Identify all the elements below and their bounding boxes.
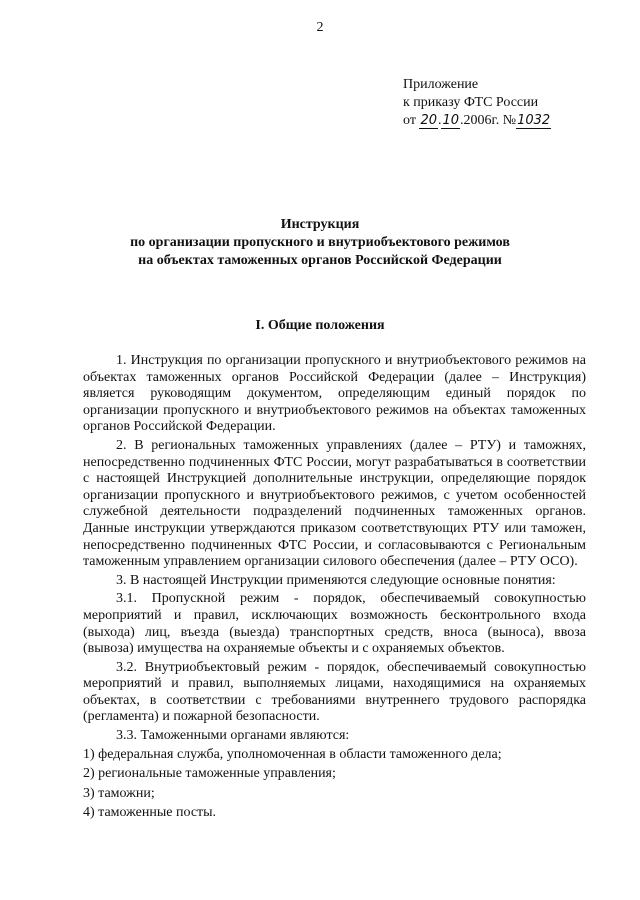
date-year: 2006 — [463, 113, 492, 128]
list-item: 4) таможенные посты. — [83, 805, 217, 821]
paragraph-3-3: 3.3. Таможенными органами являются: — [116, 728, 350, 744]
list-item: 3) таможни; — [83, 785, 155, 801]
appendix-date-line: от 20.10.2006г. №1032 — [403, 113, 551, 128]
date-day: 20 — [420, 113, 437, 128]
page-number: 2 — [316, 20, 324, 35]
document-title — [0, 216, 640, 270]
paragraph-3: 3. В настоящей Инструкции применяются следующие основные понятия: — [116, 572, 556, 588]
paragraph-2: 2. В региональных таможенных управлениях (далее – РТУ) и таможнях, непосредственно подчиненных ФТС России, могут разрабатываться в соответствии с настоящей Инструкцией дополнительные инструкции, определяющие порядок организации пропускного и внутриобъектового режимов, с учетом особенностей служебной деятельности подразделений подчиненных таможенных органов. Данные инструкции утверждаются приказом соответствующих РТУ или таможен, непосредственно подчиненных ФТС России, и согласовываются с Региональным таможенным управлением организации силового обеспечения (далее – РТУ ОСО). — [83, 437, 586, 570]
order-number: 1032 — [517, 113, 551, 128]
appendix-label: Приложение — [403, 77, 479, 92]
title-line-3: на объектах таможенных органов Российской Федерации — [138, 253, 502, 268]
paragraph-3-1: 3.1. Пропускной режим - порядок, обеспечиваемый совокупностью мероприятий и правил, исключающих возможность бесконтрольного входа (выхода) лиц, въезда (выезда) транспортных средств, вноса (выноса), ввоза (вывоза) имущества на охраняемые объекты и с охраняемых объектов. — [83, 591, 586, 657]
list-item: 2) региональные таможенные управления; — [83, 766, 336, 782]
date-prefix: от — [403, 113, 416, 128]
date-month: 10 — [442, 113, 460, 128]
appendix-order-ref: к приказу ФТС России — [403, 95, 539, 110]
date-suffix: г. № — [491, 113, 517, 128]
title-line-2: по организации пропускного и внутриобъектового режимов — [130, 235, 510, 250]
document-body — [83, 353, 586, 825]
appendix-block — [403, 76, 551, 130]
list-item: 1) федеральная служба, уполномоченная в области таможенного дела; — [83, 746, 502, 762]
paragraph-3-2: 3.2. Внутриобъектовый режим - порядок, обеспечиваемый совокупностью мероприятий и правил, выполняемых лицами, находящимися на охраняемых объектах, в соответствии с требованиями внутреннего трудового распорядка (регламента) и пожарной безопасности. — [83, 659, 586, 725]
paragraph-1: 1. Инструкция по организации пропускного и внутриобъектового режимов на объектах таможенных органов Российской Федерации (далее – Инструкция) является руководящим документом, определяющим единый порядок по организации пропускного и внутриобъектового режимов на объектах таможенных органов Российской Федерации. — [83, 353, 586, 435]
section-heading: I. Общие положения — [255, 318, 385, 333]
title-line-1: Инструкция — [280, 217, 360, 232]
